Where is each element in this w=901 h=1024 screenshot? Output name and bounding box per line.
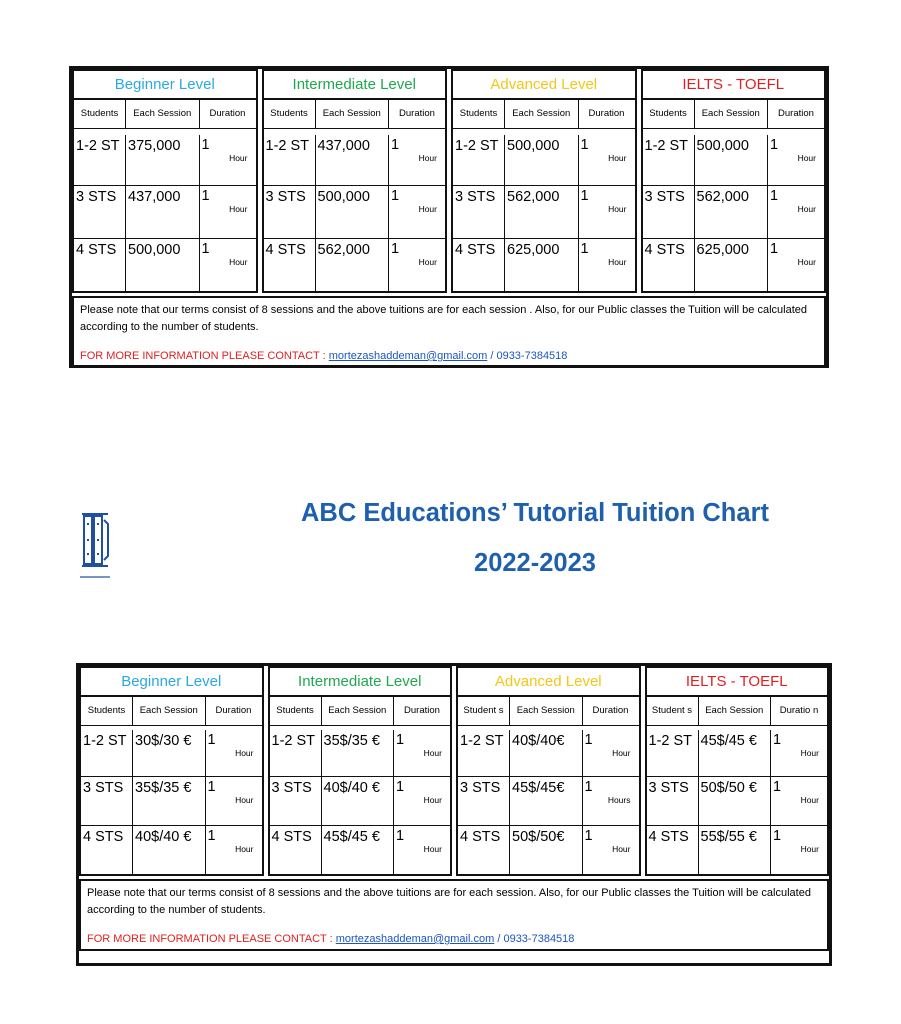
table-row [643,186,825,239]
duration-cell: 1 Hour [396,779,442,805]
table-row [74,239,256,291]
students-cell: 3 STS [74,186,126,238]
duration-cell: 1 Hour [201,241,248,267]
duration-cell: 1 Hour [773,828,819,854]
col-header: Each Session [695,100,769,128]
col-header: Duration [215,705,252,716]
level-block-intermediate [262,69,448,293]
table-row [74,135,256,186]
price-cell: 500,000 [505,135,579,185]
students-cell: 4 STS [74,239,126,291]
price-cell: 40$/40€ [510,730,583,776]
price-cell: 35$/35 € [133,777,206,825]
col-header: Duratio n [779,705,819,716]
students-cell: 1-2 ST [74,135,126,185]
price-cell: 500,000 [316,186,390,238]
table-row [270,826,451,874]
duration-cell: 1 Hour [580,241,627,267]
price-cell: 437,000 [316,135,390,185]
price-cell: 50$/50 € [699,777,772,825]
col-header: Each Session [505,100,579,128]
level-block-intermediate [268,666,453,876]
duration-cell: 1 Hour [584,732,631,758]
table-row [647,826,828,874]
students-cell: 1-2 ST [453,135,505,185]
title-line: ABC Educations’ Tutorial Tuition Chart [301,499,769,527]
price-cell: 562,000 [316,239,390,291]
table-row [643,239,825,291]
level-title: IELTS - TOEFL [643,71,825,100]
duration-cell: 1 Hour [207,732,254,758]
duration-cell: 1 Hour [396,732,442,758]
duration-cell: 1 Hour [201,188,248,214]
col-header: Each Session [322,697,395,725]
price-cell: 562,000 [505,186,579,238]
tuition-table-bottom [76,663,832,966]
price-cell: 55$/55 € [699,826,772,874]
header-row [270,697,451,726]
students-cell: 3 STS [458,777,510,825]
table-row [458,730,639,777]
duration-cell: 1 Hours [584,779,631,805]
header-row [647,697,828,726]
price-cell: 35$/35 € [322,730,395,776]
contact-label: FOR MORE INFORMATION PLEASE CONTACT : [87,933,333,945]
price-cell: 30$/30 € [133,730,206,776]
duration-cell: 1 Hour [391,137,437,163]
duration-cell: 1 Hour [584,828,631,854]
contact-separator: / [497,933,501,945]
level-block-ielts [645,666,830,876]
levels-grid [79,666,829,876]
level-block-advanced [451,69,637,293]
table-row [453,135,635,186]
header-row [458,697,639,726]
price-cell: 375,000 [126,135,200,185]
table-row [458,826,639,874]
col-header: Each Session [510,697,583,725]
students-cell: 4 STS [453,239,505,291]
terms-note [72,296,826,368]
students-cell: 4 STS [270,826,322,874]
students-cell: 4 STS [458,826,510,874]
col-header: Each Session [126,100,200,128]
level-block-beginner [72,69,258,293]
price-cell: 562,000 [695,186,769,238]
price-cell: 45$/45 € [699,730,772,776]
col-header: Students [74,100,126,128]
table-row [81,777,262,826]
header-row [643,100,825,129]
price-cell: 45$/45€ [510,777,583,825]
students-cell: 1-2 ST [264,135,316,185]
col-header: Duration [404,705,440,716]
students-cell: 3 STS [81,777,133,825]
duration-cell: 1 Hour [770,137,816,163]
price-cell: 500,000 [126,239,200,291]
students-cell: 1-2 ST [647,730,699,776]
students-cell: 1-2 ST [643,135,695,185]
levels-grid [72,69,826,293]
table-row [264,135,446,186]
table-row [458,777,639,826]
table-row [647,777,828,826]
duration-cell: 1 Hour [770,241,816,267]
duration-cell: 1 Hour [396,828,442,854]
students-cell: 4 STS [643,239,695,291]
note-text: Please note that our terms consist of 8 sessions and the above tuitions are for each session . Also, for our Public classes the Tuition will be calculated according to the number of students. [80,304,808,333]
students-cell: 3 STS [270,777,322,825]
note-text: Please note that our terms consist of 8 sessions and the above tuitions are for each session. Also, for our Public classes the Tuition will be calculated according to the number of students. [87,887,811,916]
price-cell: 437,000 [126,186,200,238]
duration-cell: 1 Hour [770,188,816,214]
price-cell: 40$/40 € [322,777,395,825]
header-row [264,100,446,129]
students-cell: 4 STS [647,826,699,874]
col-header: Students [270,697,322,725]
level-title: Intermediate Level [264,71,446,100]
price-cell: 45$/45 € [322,826,395,874]
level-title: IELTS - TOEFL [647,668,828,697]
page-title [265,488,805,588]
level-title: Beginner Level [81,668,262,697]
students-cell: 4 STS [81,826,133,874]
col-header: Each Session [316,100,390,128]
students-cell: 4 STS [264,239,316,291]
header-row [453,100,635,129]
col-header: Duration [588,108,625,119]
col-header: Each Session [699,697,772,725]
duration-cell: 1 Hour [391,188,437,214]
duration-cell: 1 Hour [773,732,819,758]
phone-number: 0933-7384518 [503,933,575,945]
duration-cell: 1 Hour [207,828,254,854]
students-cell: 3 STS [643,186,695,238]
price-cell: 500,000 [695,135,769,185]
price-cell: 40$/40 € [133,826,206,874]
students-cell: 3 STS [647,777,699,825]
students-cell: 3 STS [264,186,316,238]
col-header: Students [81,697,133,725]
col-header: Duration [778,108,814,119]
col-header: Students [643,100,695,128]
email-link[interactable]: mortezashaddeman@gmail.com [335,933,495,945]
contact-label: FOR MORE INFORMATION PLEASE CONTACT : [80,350,326,362]
price-cell: 50$/50€ [510,826,583,874]
abc-logo [78,510,114,586]
contact-line [87,931,821,948]
duration-cell: 1 Hour [773,779,819,805]
level-title: Advanced Level [453,71,635,100]
students-cell: 1-2 ST [81,730,133,776]
contact-separator: / [490,350,494,362]
price-cell: 625,000 [695,239,769,291]
students-cell: 1-2 ST [270,730,322,776]
students-cell: 3 STS [453,186,505,238]
table-row [264,186,446,239]
table-row [270,730,451,777]
level-block-beginner [79,666,264,876]
contact-line [80,348,818,365]
table-row [647,730,828,777]
duration-cell: 1 Hour [207,779,254,805]
table-row [264,239,446,291]
table-row [270,777,451,826]
title-year: 2022-2023 [474,549,596,577]
tuition-table-top [69,66,829,368]
level-block-advanced [456,666,641,876]
email-link[interactable]: mortezashaddeman@gmail.com [328,350,488,362]
duration-cell: 1 Hour [201,137,248,163]
students-cell: 1-2 ST [458,730,510,776]
level-block-ielts [641,69,827,293]
col-header: Duration [592,705,629,716]
table-row [74,186,256,239]
table-row [81,730,262,777]
col-header: Each Session [133,697,206,725]
price-cell: 625,000 [505,239,579,291]
col-header: Students [264,100,316,128]
terms-note [79,879,829,951]
duration-cell: 1 Hour [580,137,627,163]
phone-number: 0933-7384518 [496,350,568,362]
level-title: Beginner Level [74,71,256,100]
col-header: Student s [458,697,510,725]
col-header: Duration [209,108,246,119]
col-header: Duration [399,108,435,119]
table-row [453,186,635,239]
duration-cell: 1 Hour [391,241,437,267]
level-title: Advanced Level [458,668,639,697]
header-row [74,100,256,129]
level-title: Intermediate Level [270,668,451,697]
col-header: Students [453,100,505,128]
table-row [81,826,262,874]
duration-cell: 1 Hour [580,188,627,214]
header-row [81,697,262,726]
col-header: Student s [647,697,699,725]
table-row [643,135,825,186]
table-row [453,239,635,291]
